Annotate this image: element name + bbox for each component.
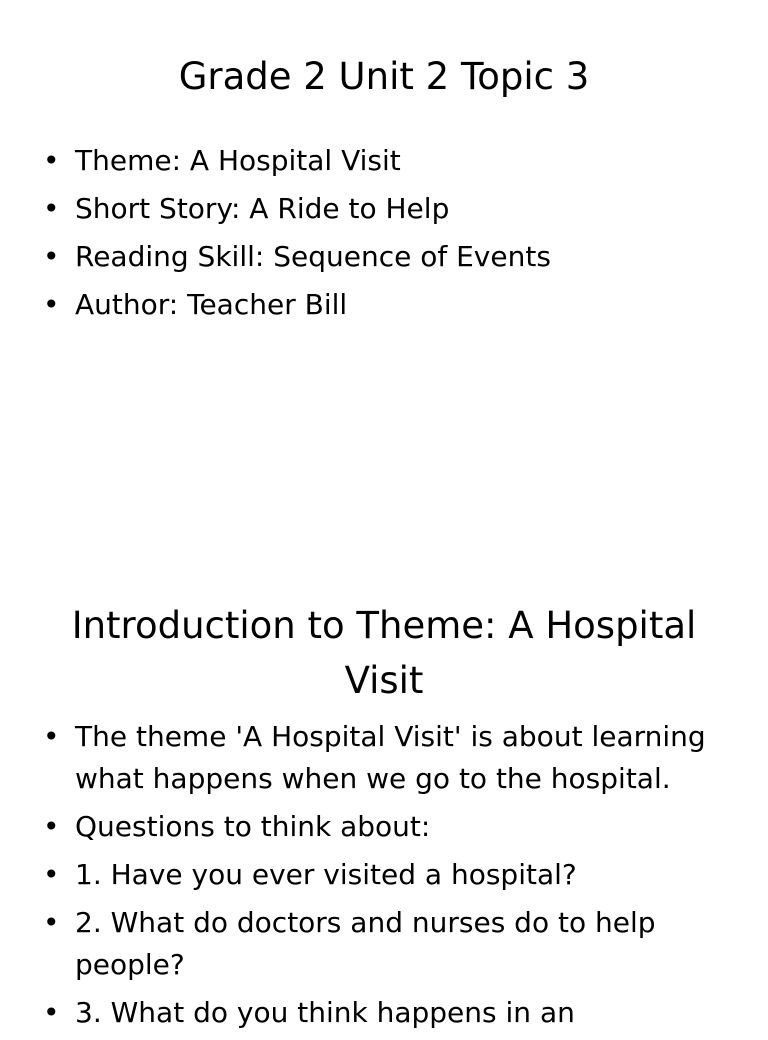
bullet-item <box>40 284 710 326</box>
bullet-icon: • <box>43 810 60 843</box>
slide-title: Introduction to Theme: A Hospital Visit <box>71 604 697 702</box>
bullet-icon: • <box>43 996 60 1029</box>
bullet-text: The theme 'A Hospital Visit' is about learning what happens when we go to the hospital. <box>75 720 706 795</box>
bullet-text: Short Story: A Ride to Help <box>75 192 450 225</box>
slide-title: Grade 2 Unit 2 Topic 3 <box>178 55 590 98</box>
bullet-icon: • <box>43 192 60 225</box>
bullet-text: Author: Teacher Bill <box>75 288 348 321</box>
bullet-icon: • <box>43 720 60 753</box>
bullet-item <box>40 854 710 896</box>
bullet-item <box>40 992 710 1034</box>
bullet-text: 1. Have you ever visited a hospital? <box>75 858 577 891</box>
bullet-text: Reading Skill: Sequence of Events <box>75 240 551 273</box>
slide-2 <box>0 576 768 1029</box>
bullet-icon: • <box>43 288 60 321</box>
bullet-item <box>40 902 710 986</box>
bullet-text: 3. What do you think happens in an <box>75 996 575 1029</box>
bullet-text: 2. What do doctors and nurses do to help people? <box>75 906 656 981</box>
bullet-icon: • <box>43 144 60 177</box>
bullet-text: Questions to think about: <box>75 810 431 843</box>
bullet-list <box>40 140 710 332</box>
bullet-item <box>40 236 710 278</box>
bullet-item <box>40 188 710 230</box>
bullet-icon: • <box>43 240 60 273</box>
bullet-icon: • <box>43 858 60 891</box>
bullet-icon: • <box>43 906 60 939</box>
bullet-list <box>40 716 710 1040</box>
bullet-item <box>40 716 710 800</box>
bullet-item <box>40 140 710 182</box>
bullet-text: Theme: A Hospital Visit <box>75 144 401 177</box>
bullet-item <box>40 806 710 848</box>
